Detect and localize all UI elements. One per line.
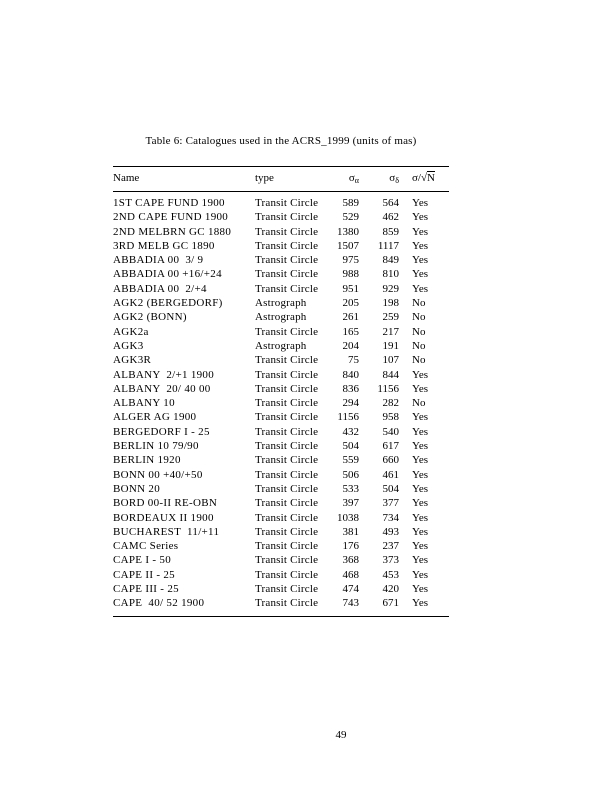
sigma-alpha-cell: 75 [348,354,359,367]
radicand-n: N [427,172,435,184]
catalogue-name-cell: CAMC Series [113,540,179,553]
table-row [113,439,449,453]
catalogue-name-cell: AGK3 [113,339,144,352]
sigma-alpha-cell: 1038 [337,511,359,524]
sigma-alpha-cell: 261 [342,311,359,324]
sigma-sqrtn-cell: Yes [412,568,429,581]
catalogue-name-cell: 2ND CAPE FUND 1900 [113,211,229,224]
delta-subscript: δ [395,176,399,185]
sigma-alpha-cell: 836 [342,382,359,395]
column-header-sigma-alpha [333,167,359,192]
table-row [113,339,449,353]
catalogue-name-cell: AGK2 (BONN) [113,311,187,324]
sigma-sqrtn-cell: Yes [412,468,429,481]
sigma-alpha-cell: 1380 [337,225,359,238]
sigma-sqrtn-cell: Yes [412,454,429,467]
sigma-alpha-cell: 529 [342,211,359,224]
catalogue-name-cell: ABBADIA 00 +16/+24 [113,268,222,281]
sigma-delta-cell: 493 [382,525,399,538]
table-row [113,596,449,616]
sigma-delta-cell: 282 [382,397,399,410]
sigma-delta-cell: 191 [382,339,399,352]
sigma-delta-cell: 844 [382,368,399,381]
table-row [113,267,449,281]
catalogue-type-cell: Transit Circle [255,197,319,209]
table-row [113,325,449,339]
table-caption: Table 6: Catalogues used in the ACRS_1999 (units of mas) [145,135,417,147]
sigma-delta-cell: 564 [382,197,399,209]
radical-sign: √ [421,172,428,184]
sigma-delta-cell: 259 [382,311,399,324]
column-header-sigma-sqrtn [399,167,449,192]
sigma-delta-cell: 217 [382,325,399,338]
sigma-sqrtn-cell: Yes [412,583,429,596]
sigma-sqrtn-cell: Yes [412,554,429,567]
sigma-sqrtn-cell: No [412,397,426,410]
catalogue-type-cell: Transit Circle [255,568,319,581]
catalogue-name-cell: ALBANY 10 [113,397,175,410]
alpha-subscript: α [354,176,359,185]
catalogue-type-cell: Transit Circle [255,368,319,381]
catalogue-name-cell: 2ND MELBRN GC 1880 [113,225,232,238]
catalogue-name-cell: CAPE III - 25 [113,583,179,596]
sigma-alpha-cell: 474 [342,583,359,596]
catalogue-table-body [113,192,449,617]
sigma-delta-cell: 660 [382,454,399,467]
column-header-type: type [255,167,333,192]
catalogue-name-cell: BORDEAUX II 1900 [113,511,214,524]
catalogue-type-cell: Transit Circle [255,497,319,510]
catalogue-name-cell: BUCHAREST 11/+11 [113,525,220,538]
sigma-alpha-cell: 506 [342,468,359,481]
catalogue-name-cell: CAPE II - 25 [113,568,175,581]
column-header-name: Name [113,167,255,192]
catalogue-type-cell: Transit Circle [255,468,319,481]
table-row [113,425,449,439]
catalogue-type-cell: Transit Circle [255,482,319,495]
catalogue-name-cell: BONN 00 +40/+50 [113,468,203,481]
catalogue-type-cell: Astrograph [255,311,307,324]
sigma-alpha-cell: 468 [342,568,359,581]
sigma-delta-cell: 420 [382,583,399,596]
table-row [113,210,449,224]
table-row [113,310,449,324]
catalogue-name-cell: BERLIN 10 79/90 [113,440,199,453]
sigma-delta-cell: 671 [382,597,399,610]
catalogue-name-cell: AGK3R [113,354,152,367]
catalogue-type-cell: Astrograph [255,297,307,310]
sigma-sqrtn-cell: Yes [412,482,429,495]
catalogue-name-cell: ABBADIA 00 2/+4 [113,282,207,295]
sigma-sqrtn-cell: Yes [412,225,429,238]
sigma-symbol: σ [348,172,355,184]
table-row [113,282,449,296]
sigma-sqrtn-cell: No [412,311,426,324]
table-row [113,539,449,553]
sigma-delta-cell: 504 [382,482,399,495]
sigma-alpha-cell: 204 [342,339,359,352]
catalogue-name-cell: BERGEDORF I - 25 [113,425,210,438]
sigma-delta-cell: 734 [382,511,399,524]
sigma-delta-cell: 1117 [377,239,399,252]
sigma-alpha-cell: 840 [342,368,359,381]
catalogue-type-cell: Transit Circle [255,597,319,610]
table-row [113,582,449,596]
sigma-sqrtn-cell: Yes [412,382,429,395]
catalogue-type-cell: Transit Circle [255,354,319,367]
catalogue-name-cell: CAPE I - 50 [113,554,171,567]
sigma-sqrtn-cell: Yes [412,254,429,267]
catalogue-type-cell: Transit Circle [255,382,319,395]
sigma-alpha-cell: 533 [342,482,359,495]
header-row [113,167,449,192]
table-row [113,382,449,396]
table-row [113,239,449,253]
sigma-alpha-cell: 165 [342,325,359,338]
sigma-alpha-cell: 975 [342,254,359,267]
table-row [113,553,449,567]
sigma-sqrtn-cell: Yes [412,239,429,252]
sigma-sqrtn-cell: No [412,354,426,367]
sigma-delta-cell: 859 [382,225,399,238]
table-row [113,511,449,525]
table-row [113,482,449,496]
sigma-alpha-cell: 294 [342,397,359,410]
sigma-alpha-cell: 176 [342,540,359,553]
sigma-alpha-cell: 743 [342,597,359,610]
catalogue-type-cell: Transit Circle [255,525,319,538]
catalogue-type-cell: Transit Circle [255,540,319,553]
sigma-sqrtn-cell: Yes [412,540,429,553]
table-row [113,353,449,367]
table-row [113,225,449,239]
catalogue-type-cell: Transit Circle [255,397,319,410]
sigma-alpha-cell: 1507 [337,239,359,252]
table-row [113,296,449,310]
sigma-sqrtn-cell: Yes [412,525,429,538]
catalogue-type-cell: Transit Circle [255,211,319,224]
sigma-sqrtn-cell: Yes [412,497,429,510]
catalogue-name-cell: 3RD MELB GC 1890 [113,239,215,252]
sigma-alpha-cell: 381 [342,525,359,538]
sigma-sqrtn-cell: No [412,297,426,310]
sigma-alpha-cell: 988 [342,268,359,281]
catalogue-type-cell: Transit Circle [255,425,319,438]
sigma-alpha-cell: 1156 [337,411,359,424]
sigma-sqrtn-cell: No [412,325,426,338]
catalogue-name-cell: AGK2 (BERGEDORF) [113,297,223,310]
catalogue-name-cell: BONN 20 [113,482,161,495]
catalogue-name-cell: AGK2a [113,325,149,338]
sigma-delta-cell: 237 [382,540,399,553]
catalogue-type-cell: Transit Circle [255,454,319,467]
table-row [113,468,449,482]
catalogue-type-cell: Astrograph [255,339,307,352]
catalogue-type-cell: Transit Circle [255,583,319,596]
sigma-alpha-cell: 951 [342,282,359,295]
sigma-sqrtn-cell: Yes [412,425,429,438]
sigma-sqrtn-cell: Yes [412,440,429,453]
table-row [113,496,449,510]
table-row [113,396,449,410]
sigma-delta-cell: 462 [382,211,399,224]
sigma-symbol: σ [389,172,396,184]
table-row [113,568,449,582]
catalogue-name-cell: BERLIN 1920 [113,454,181,467]
table-row [113,253,449,267]
catalogue-name-cell: CAPE 40/ 52 1900 [113,597,205,610]
sigma-alpha-cell: 397 [342,497,359,510]
sigma-delta-cell: 198 [382,297,399,310]
sigma-sqrtn-cell: Yes [412,597,429,610]
catalogue-type-cell: Transit Circle [255,268,319,281]
sigma-delta-cell: 929 [382,282,399,295]
catalogue-type-cell: Transit Circle [255,325,319,338]
column-header-sigma-delta [359,167,399,192]
catalogue-type-cell: Transit Circle [255,254,319,267]
sigma-sqrtn-cell: Yes [412,268,429,281]
table-row [113,192,449,211]
sigma-alpha-cell: 559 [342,454,359,467]
table-row [113,410,449,424]
sigma-sqrtn-cell: Yes [412,197,429,209]
catalogue-name-cell: ALGER AG 1900 [113,411,197,424]
sigma-alpha-cell: 504 [342,440,359,453]
sigma-delta-cell: 540 [382,425,399,438]
catalogue-type-cell: Transit Circle [255,282,319,295]
sigma-alpha-cell: 205 [342,297,359,310]
catalogue-table [113,166,449,617]
sigma-sqrtn-cell: Yes [412,211,429,224]
catalogue-name-cell: 1ST CAPE FUND 1900 [113,197,225,209]
sigma-delta-cell: 453 [382,568,399,581]
sigma-delta-cell: 377 [382,497,399,510]
sigma-delta-cell: 617 [382,440,399,453]
sigma-sqrtn-cell: Yes [412,511,429,524]
sigma-alpha-cell: 589 [342,197,359,209]
sigma-sqrtn-cell: Yes [412,368,429,381]
sigma-delta-cell: 849 [382,254,399,267]
sigma-ratio-prefix: σ/ [412,172,421,184]
sigma-sqrtn-cell: Yes [412,411,429,424]
table-row [113,453,449,467]
table-row [113,525,449,539]
sigma-sqrtn-cell: No [412,339,426,352]
catalogue-type-cell: Transit Circle [255,411,319,424]
sigma-delta-cell: 1156 [377,382,399,395]
sigma-delta-cell: 461 [382,468,399,481]
sigma-delta-cell: 373 [382,554,399,567]
sigma-delta-cell: 958 [382,411,399,424]
sigma-delta-cell: 810 [382,268,399,281]
catalogue-name-cell: ALBANY 20/ 40 00 [113,382,211,395]
sigma-delta-cell: 107 [382,354,399,367]
catalogue-type-cell: Transit Circle [255,440,319,453]
sigma-alpha-cell: 368 [342,554,359,567]
catalogue-type-cell: Transit Circle [255,511,319,524]
catalogue-table-header [113,167,449,192]
catalogue-type-cell: Transit Circle [255,225,319,238]
catalogue-type-cell: Transit Circle [255,239,319,252]
sigma-alpha-cell: 432 [342,425,359,438]
catalogue-name-cell: BORD 00-II RE-OBN [113,497,218,510]
sigma-sqrtn-cell: Yes [412,282,429,295]
table-row [113,368,449,382]
catalogue-name-cell: ABBADIA 00 3/ 9 [113,254,204,267]
page-number: 49 [335,729,347,741]
catalogue-name-cell: ALBANY 2/+1 1900 [113,368,215,381]
catalogue-type-cell: Transit Circle [255,554,319,567]
